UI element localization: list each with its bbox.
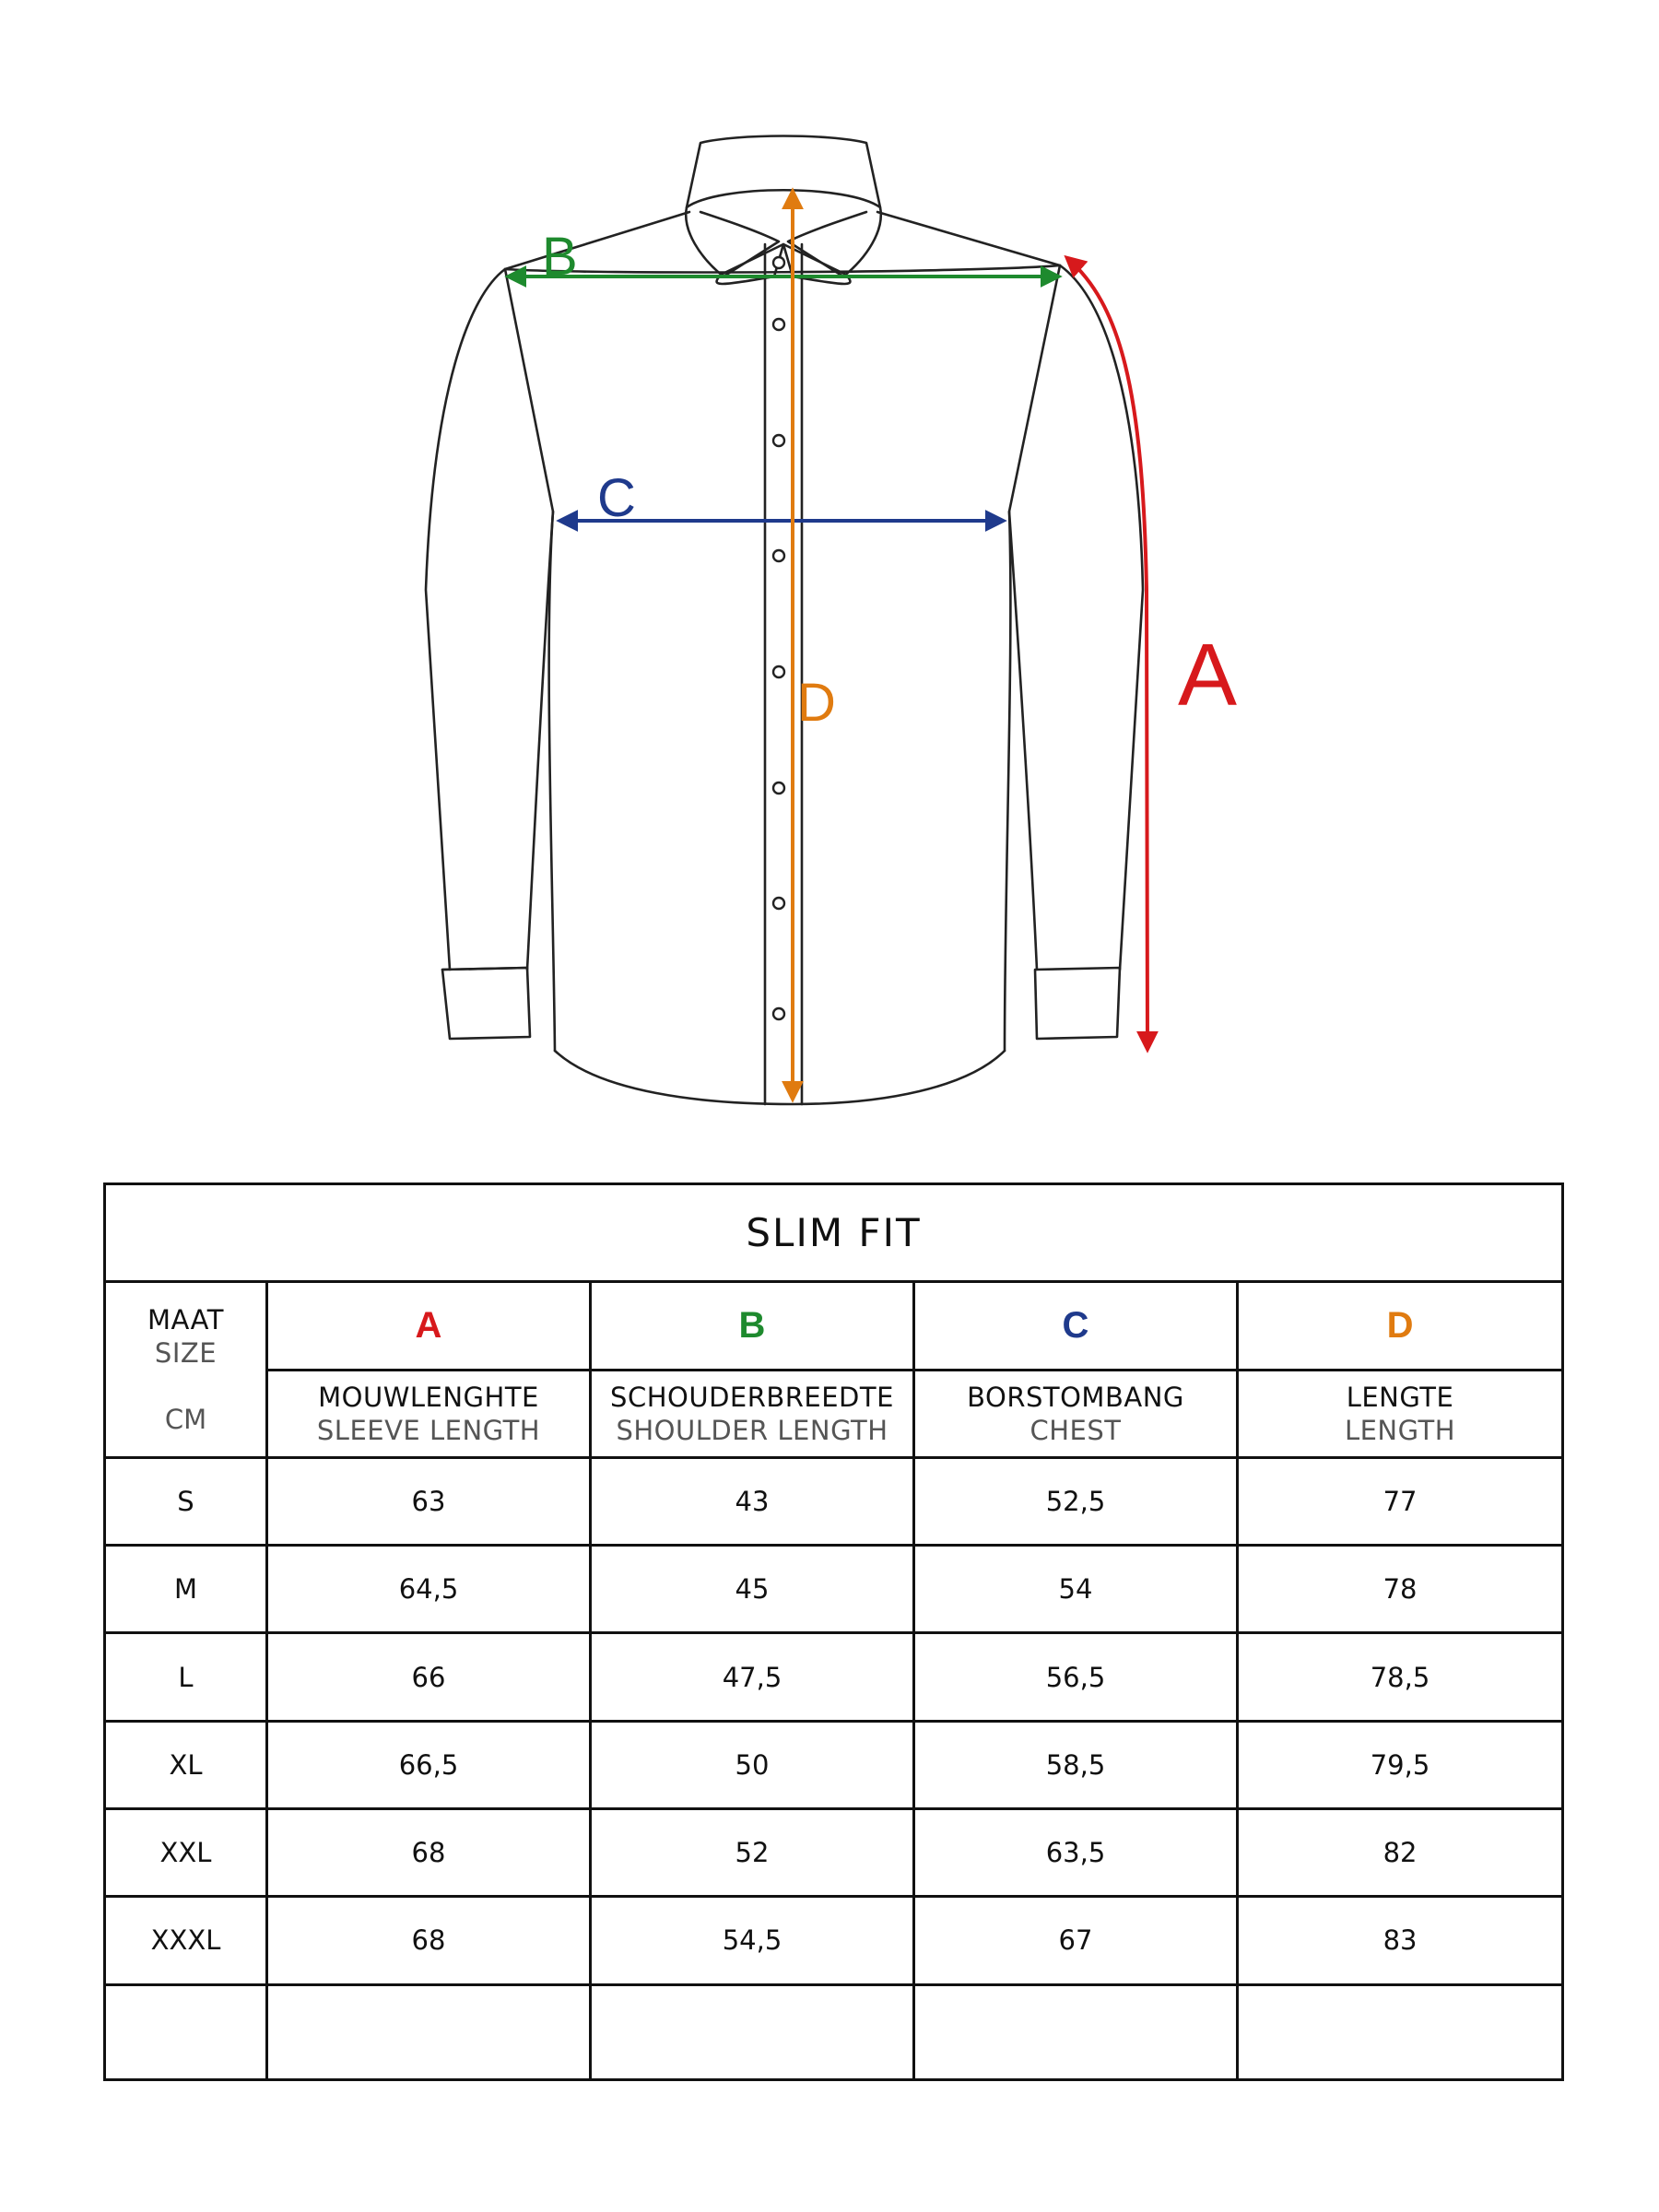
label-c: C <box>597 468 636 528</box>
empty-cell <box>1238 1984 1563 2079</box>
value-cell: 63 <box>267 1457 591 1545</box>
button-icon <box>773 898 784 909</box>
column-name-shoulder <box>591 1370 914 1457</box>
table-title: SLIM FIT <box>105 1184 1563 1282</box>
size-header <box>105 1282 267 1458</box>
value-cell: 68 <box>267 1897 591 1984</box>
column-name-chest <box>914 1370 1238 1457</box>
column-name-en: SLEEVE LENGTH <box>316 1414 541 1446</box>
size-cell: M <box>105 1546 267 1633</box>
value-cell: 79,5 <box>1238 1721 1563 1808</box>
size-cell: L <box>105 1633 267 1721</box>
value-cell: 54,5 <box>591 1897 914 1984</box>
shirt-outline <box>426 136 1143 1105</box>
value-cell: 66 <box>267 1633 591 1721</box>
label-a: A <box>1178 626 1238 724</box>
empty-cell <box>591 1984 914 2079</box>
column-name-nl: LENGTE <box>1346 1381 1454 1413</box>
table-row <box>105 1457 1563 1545</box>
size-header-en: SIZE <box>154 1337 218 1370</box>
size-chart-table <box>103 1182 1564 2081</box>
value-cell: 78 <box>1238 1546 1563 1633</box>
button-icon <box>773 257 784 268</box>
unit-label: CM <box>164 1404 207 1436</box>
table-row <box>105 1897 1563 1984</box>
column-name-length <box>1238 1370 1563 1457</box>
button-icon <box>773 550 784 561</box>
size-header-nl: MAAT <box>147 1304 224 1336</box>
value-cell: 68 <box>267 1809 591 1897</box>
value-cell: 45 <box>591 1546 914 1633</box>
table-row <box>105 1809 1563 1897</box>
column-name-en: CHEST <box>1030 1414 1122 1446</box>
size-cell: XL <box>105 1721 267 1808</box>
empty-cell <box>267 1984 591 2079</box>
value-cell: 50 <box>591 1721 914 1808</box>
label-b: B <box>542 227 578 287</box>
button-icon <box>773 319 784 330</box>
value-cell: 83 <box>1238 1897 1563 1984</box>
value-cell: 66,5 <box>267 1721 591 1808</box>
value-cell: 54 <box>914 1546 1238 1633</box>
value-cell: 52,5 <box>914 1457 1238 1545</box>
value-cell: 56,5 <box>914 1633 1238 1721</box>
column-name-en: SHOULDER LENGTH <box>616 1414 888 1446</box>
size-cell: XXL <box>105 1809 267 1897</box>
button-icon <box>773 782 784 794</box>
column-letter-c: C <box>914 1282 1238 1370</box>
size-cell: XXXL <box>105 1897 267 1984</box>
label-d: D <box>797 673 836 733</box>
table-row <box>105 1546 1563 1633</box>
button-icon <box>773 1008 784 1019</box>
value-cell: 43 <box>591 1457 914 1545</box>
column-letter-a: A <box>267 1282 591 1370</box>
empty-cell <box>914 1984 1238 2079</box>
size-cell: S <box>105 1457 267 1545</box>
table-row-empty <box>105 1984 1563 2079</box>
value-cell: 58,5 <box>914 1721 1238 1808</box>
value-cell: 77 <box>1238 1457 1563 1545</box>
value-cell: 67 <box>914 1897 1238 1984</box>
column-name-en: LENGTH <box>1344 1414 1456 1446</box>
value-cell: 82 <box>1238 1809 1563 1897</box>
button-icon <box>773 666 784 677</box>
column-name-nl: SCHOUDERBREEDTE <box>610 1381 894 1413</box>
sleeve-length-arrow <box>1067 258 1147 1049</box>
table-row <box>105 1633 1563 1721</box>
value-cell: 78,5 <box>1238 1633 1563 1721</box>
value-cell: 63,5 <box>914 1809 1238 1897</box>
value-cell: 64,5 <box>267 1546 591 1633</box>
value-cell: 47,5 <box>591 1633 914 1721</box>
column-name-nl: BORSTOMBANG <box>967 1381 1184 1413</box>
column-letter-d: D <box>1238 1282 1563 1370</box>
column-name-sleeve <box>267 1370 591 1457</box>
button-icon <box>773 435 784 446</box>
table-row <box>105 1721 1563 1808</box>
column-letter-b: B <box>591 1282 914 1370</box>
value-cell: 52 <box>591 1809 914 1897</box>
empty-cell <box>105 1984 267 2079</box>
column-name-nl: MOUWLENGHTE <box>318 1381 539 1413</box>
